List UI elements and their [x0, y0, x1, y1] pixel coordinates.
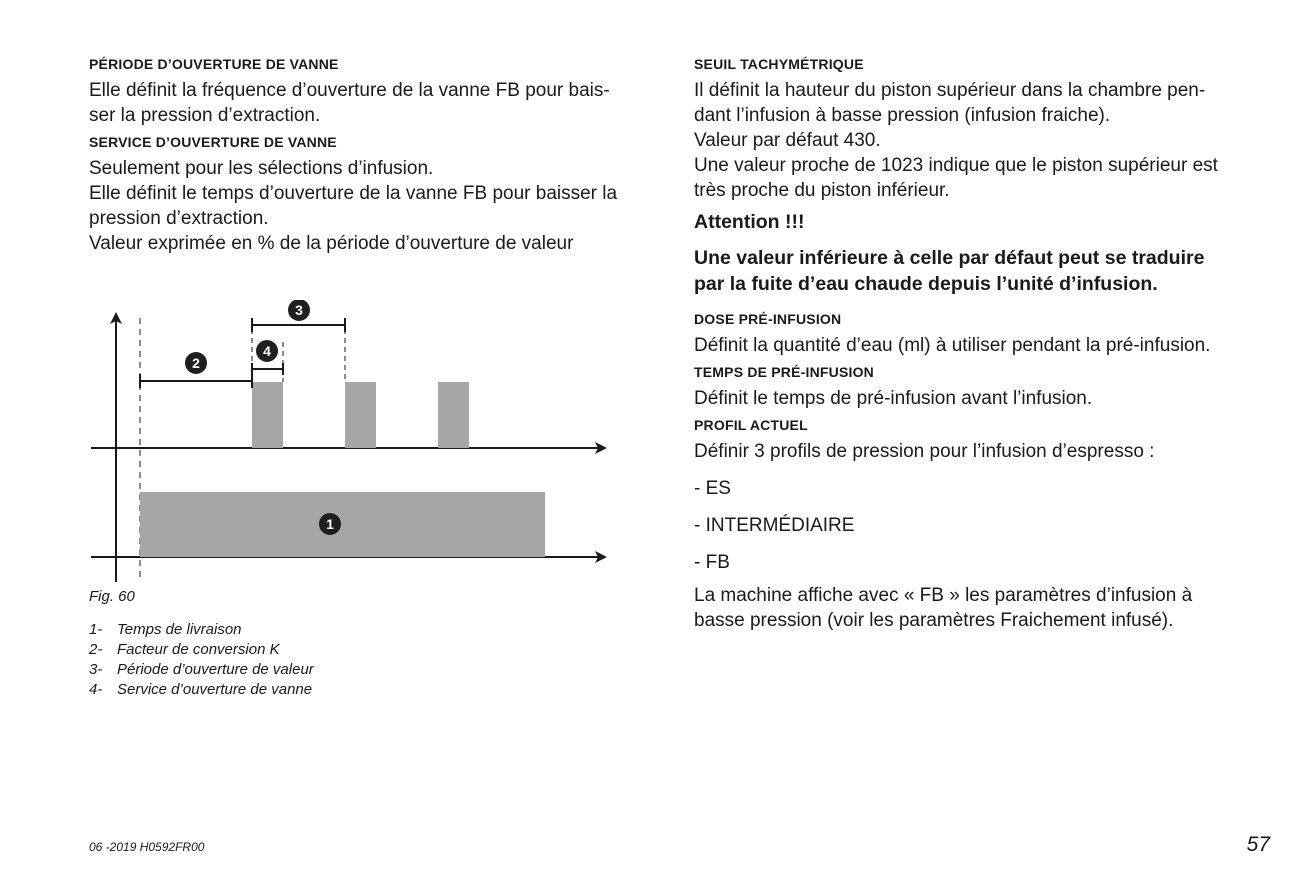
- paragraph-threshold-line1: Il définit la hauteur du piston supérieur dans la chambre pen-: [694, 80, 1206, 101]
- paragraph-fb-display-line1: La machine affiche avec « FB » les paramètres d’infusion à: [694, 585, 1193, 606]
- delivery-time-bar: [140, 492, 545, 557]
- legend-item: 3- Période d’ouverture de valeur: [89, 661, 314, 678]
- paragraph-threshold-line4: Une valeur proche de 1023 indique que le piston supérieur est: [694, 155, 1218, 176]
- svg-text:3: 3: [295, 302, 303, 318]
- svg-text:1: 1: [326, 516, 334, 532]
- timing-diagram: [89, 300, 609, 590]
- svg-text:2: 2: [192, 355, 200, 371]
- page-number: 57: [1246, 833, 1270, 856]
- paragraph-service-line1: Seulement pour les sélections d’infusion.: [89, 158, 434, 179]
- profile-option-fb: - FB: [694, 552, 730, 573]
- paragraph-threshold-line3: Valeur par défaut 430.: [694, 130, 881, 151]
- figure-legend: [89, 620, 314, 700]
- legend-item: 4- Service d’ouverture de vanne: [89, 681, 313, 698]
- marker-4: [256, 340, 278, 362]
- valve-pulse-3: [438, 382, 469, 448]
- heading-current-profile: PROFIL ACTUEL: [694, 417, 808, 433]
- right-column: [694, 56, 1274, 633]
- heading-valve-opening-service: SERVICE D’OUVERTURE DE VANNE: [89, 134, 337, 150]
- paragraph-fb-display-line2: basse pression (voir les paramètres Fraichement infusé).: [694, 610, 1174, 631]
- heading-valve-opening-period: PÉRIODE D’OUVERTURE DE VANNE: [89, 56, 339, 72]
- paragraph-threshold-line2: dant l’infusion à basse pression (infusion fraiche).: [694, 105, 1111, 126]
- paragraph-service-line4: Valeur exprimée en % de la période d’ouverture de valeur: [89, 233, 574, 254]
- paragraph-pre-infusion-dose: Définit la quantité d’eau (ml) à utiliser pendant la pré-infusion.: [694, 335, 1211, 356]
- paragraph-profiles: Définir 3 profils de pression pour l’infusion d’espresso :: [694, 441, 1155, 462]
- marker-1: [319, 513, 341, 535]
- marker-2: [185, 352, 207, 374]
- attention-label: Attention !!!: [694, 211, 805, 233]
- paragraph-service-line2: Elle définit le temps d’ouverture de la vanne FB pour baisser la: [89, 183, 618, 204]
- profile-option-intermediate: - INTERMÉDIAIRE: [694, 515, 855, 536]
- paragraph-threshold-line5: très proche du piston inférieur.: [694, 180, 950, 201]
- warning-line1: Une valeur inférieure à celle par défaut peut se traduire: [694, 247, 1205, 269]
- paragraph-pre-infusion-time: Définit le temps de pré-infusion avant l’infusion.: [694, 388, 1093, 409]
- paragraph-service-line3: pression d’extraction.: [89, 208, 269, 229]
- heading-tachometric-threshold: SEUIL TACHYMÉTRIQUE: [694, 56, 864, 72]
- left-column: [89, 56, 669, 256]
- heading-pre-infusion-time: TEMPS DE PRÉ-INFUSION: [694, 364, 874, 380]
- legend-item: 2- Facteur de conversion K: [89, 641, 280, 658]
- heading-pre-infusion-dose: DOSE PRÉ-INFUSION: [694, 311, 842, 327]
- paragraph-valve-period-line1: Elle définit la fréquence d’ouverture de la vanne FB pour bais-: [89, 80, 610, 101]
- legend-item: 1- Temps de livraison: [89, 621, 242, 638]
- document-code: 06 -2019 H0592FR00: [89, 840, 205, 854]
- figure-caption: Fig. 60: [89, 588, 135, 605]
- marker-3: [288, 300, 310, 321]
- valve-pulse-1: [252, 382, 283, 448]
- paragraph-valve-period-line2: ser la pression d’extraction.: [89, 105, 321, 126]
- svg-text:4: 4: [263, 343, 271, 359]
- profile-option-es: - ES: [694, 478, 731, 499]
- valve-pulse-2: [345, 382, 376, 448]
- warning-line2: par la fuite d’eau chaude depuis l’unité d’infusion.: [694, 273, 1158, 295]
